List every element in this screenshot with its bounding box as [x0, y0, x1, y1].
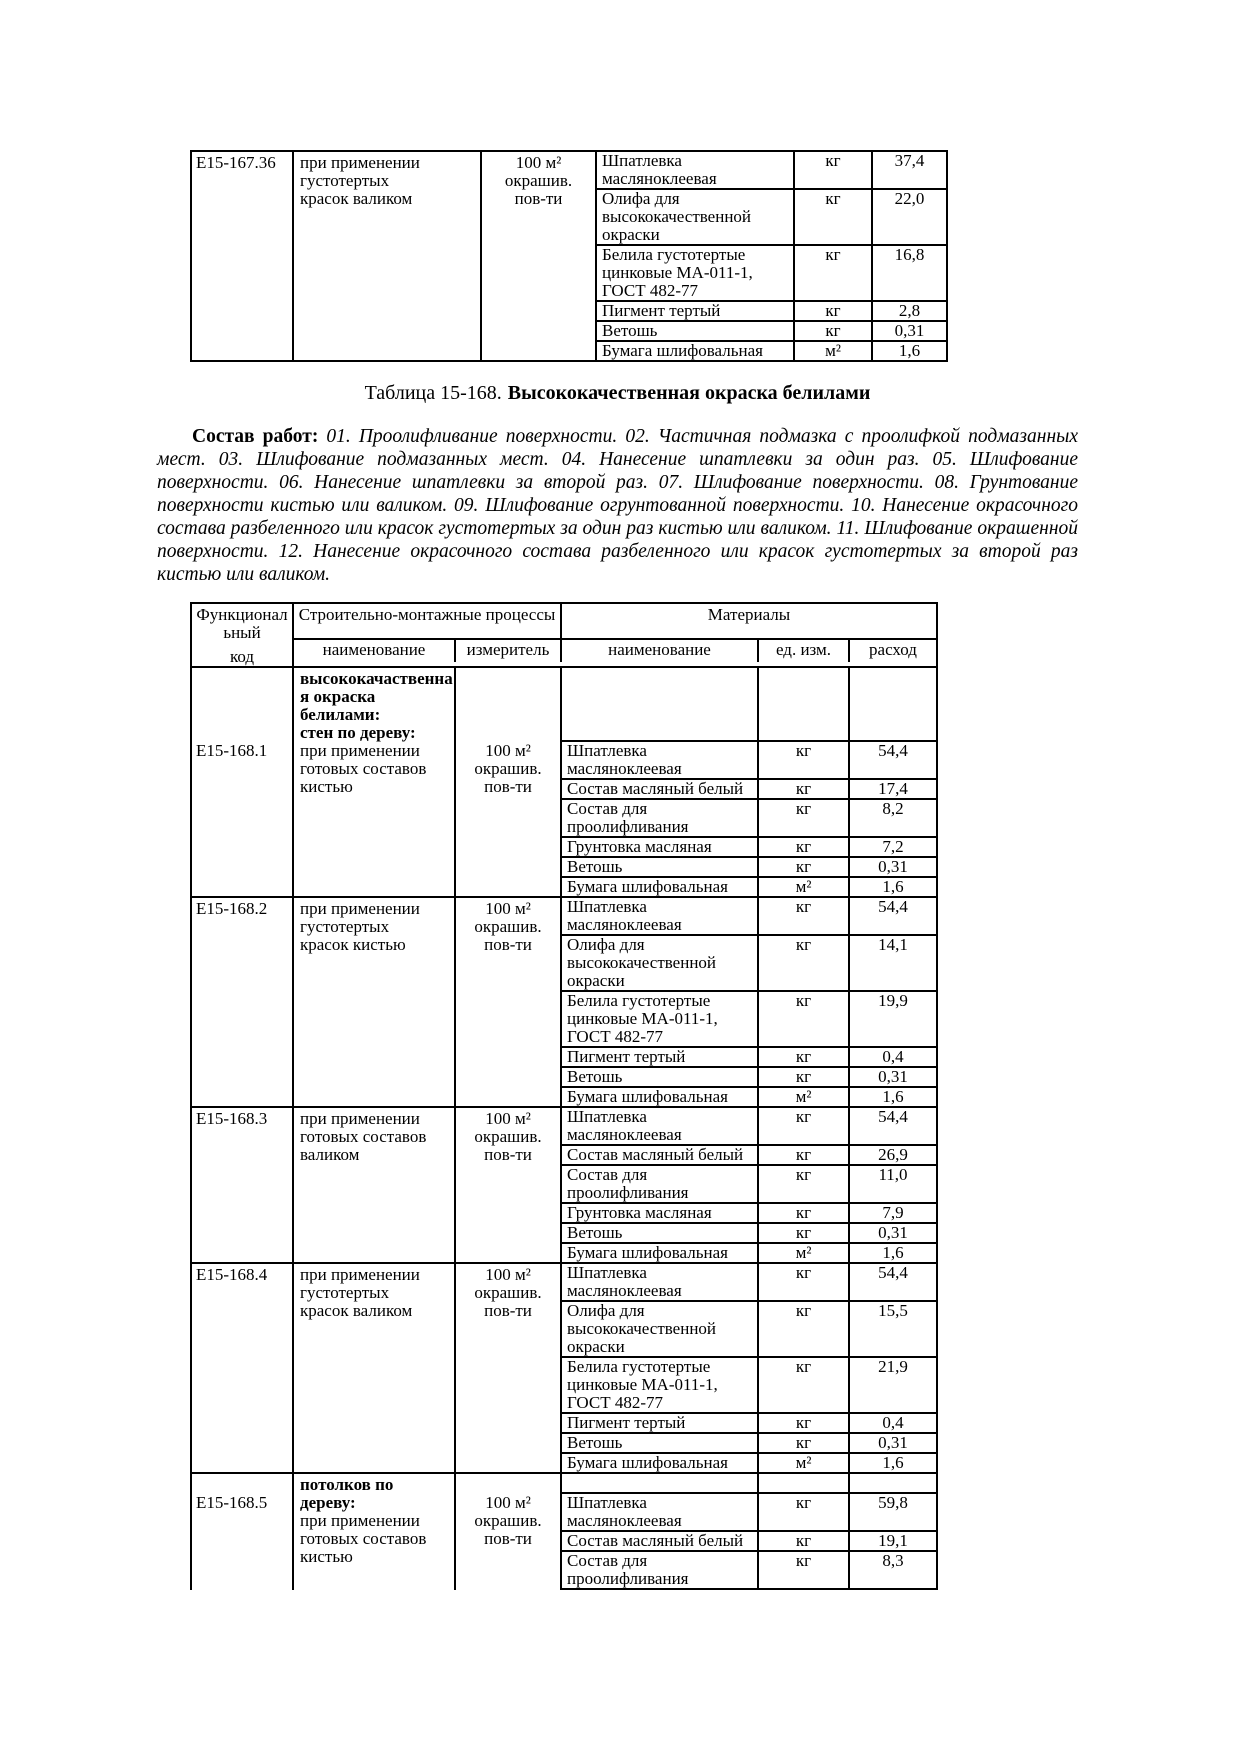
material-consumption-cell: 11,0	[878, 1165, 908, 1184]
material-consumption-cell: 54,4	[878, 897, 908, 916]
measurer-cell	[456, 1474, 562, 1590]
material-consumption-cell	[850, 1474, 936, 1492]
materials-block	[562, 1474, 936, 1590]
material-unit-cell: кг	[759, 1302, 850, 1356]
material-name-cell: Олифа для высококачественной окраски	[562, 936, 759, 990]
process-name-cell	[294, 898, 456, 1106]
material-name-cell: Пигмент тертый	[597, 302, 795, 320]
material-unit-cell: кг	[759, 1532, 850, 1550]
measurer-line: пов-ти	[484, 1529, 532, 1548]
material-unit-cell: кг	[759, 1108, 850, 1144]
measurer-line: 100 м²	[485, 1265, 531, 1284]
material-unit-cell: кг	[795, 246, 873, 300]
material-unit-cell: кг	[759, 1146, 850, 1164]
material-unit-cell: кг	[759, 1414, 850, 1432]
process-line: при применении	[300, 1511, 420, 1530]
process-line: при применении	[300, 899, 420, 918]
material-consumption-cell: 54,4	[878, 1263, 908, 1282]
table-15-167-fragment	[190, 150, 948, 362]
material-unit-cell: м²	[759, 1088, 850, 1106]
material-row	[562, 934, 936, 990]
process-line: валиком	[300, 1145, 360, 1164]
material-unit-cell: кг	[759, 1434, 850, 1452]
measurer-line: окрашив.	[504, 171, 573, 190]
table-15-168	[190, 602, 938, 1590]
func-code-cell: Е15-168.5	[192, 1474, 294, 1590]
measurer-line: пов-ти	[484, 777, 532, 796]
process-line: готовых составов	[300, 1127, 427, 1146]
material-consumption-cell: 7,9	[882, 1203, 904, 1222]
process-line: при применении	[300, 1109, 420, 1128]
material-row	[597, 152, 946, 188]
material-row	[562, 1264, 936, 1300]
material-name-cell: Шпатлевка масляноклеевая	[562, 1108, 759, 1144]
material-name-cell: Пигмент тертый	[562, 1414, 759, 1432]
material-row	[562, 1222, 936, 1242]
header-consumption-col: расход	[869, 640, 917, 659]
measurer-cell	[456, 668, 562, 896]
measurer-line: окрашив.	[474, 1127, 542, 1146]
material-consumption-cell: 26,9	[878, 1145, 908, 1164]
material-name-cell: Грунтовка масляная	[562, 838, 759, 856]
process-line: кистью	[300, 1547, 353, 1566]
material-row	[562, 1108, 936, 1144]
material-consumption-cell: 14,1	[878, 935, 908, 954]
material-name-cell: Белила густотертые цинковые МА-011-1, ГОСТ 482-77	[597, 246, 795, 300]
material-row	[562, 1164, 936, 1202]
material-unit-cell: кг	[759, 800, 850, 836]
process-name-cell	[294, 1474, 456, 1590]
material-unit-cell: кг	[759, 936, 850, 990]
material-name-cell: Грунтовка масляная	[562, 1204, 759, 1222]
material-row	[562, 1452, 936, 1472]
measurer-line: 100 м²	[485, 899, 531, 918]
material-unit-cell: кг	[759, 1358, 850, 1412]
material-row	[562, 990, 936, 1046]
header-materials-group: Материалы	[707, 605, 791, 624]
process-bold-line: стен по дереву:	[300, 723, 416, 742]
process-name-cell	[294, 668, 456, 896]
material-name-cell: Шпатлевка масляноклеевая	[562, 1494, 759, 1530]
material-unit-cell: кг	[795, 322, 873, 340]
material-consumption-cell: 21,9	[878, 1357, 908, 1376]
material-consumption-cell: 8,2	[882, 799, 904, 818]
measurer-line: 100 м²	[485, 1493, 531, 1512]
process-line: густотертых	[300, 1283, 390, 1302]
material-unit-cell: кг	[759, 1552, 850, 1588]
material-row	[562, 1432, 936, 1452]
material-unit-cell: кг	[759, 1224, 850, 1242]
material-name-cell	[562, 1474, 759, 1492]
norm-section-row	[192, 1262, 936, 1472]
measurer-line: окрашив.	[474, 917, 542, 936]
func-code-header-line: ьный	[223, 623, 261, 642]
material-unit-cell: кг	[759, 1166, 850, 1202]
materials-block	[562, 668, 936, 896]
material-consumption-cell: 0,31	[878, 1223, 908, 1242]
material-name-cell: Состав для проолифливания	[562, 800, 759, 836]
material-row	[597, 340, 946, 360]
material-row	[562, 1144, 936, 1164]
func-code-cell: Е15-168.1	[192, 668, 294, 896]
main-table-header	[192, 604, 936, 668]
func-code-cell: Е15-167.36	[192, 152, 294, 360]
material-consumption-cell: 0,31	[878, 1067, 908, 1086]
material-name-cell: Состав для проолифливания	[562, 1166, 759, 1202]
material-name-cell: Бумага шлифовальная	[597, 342, 795, 360]
material-row	[562, 740, 936, 778]
material-consumption-cell: 1,6	[882, 1453, 904, 1472]
material-unit-cell: кг	[759, 898, 850, 934]
material-consumption-cell: 54,4	[878, 741, 908, 760]
material-row	[562, 1412, 936, 1432]
material-consumption-cell: 16,8	[894, 245, 925, 264]
material-consumption-cell: 0,4	[882, 1413, 904, 1432]
process-line: красок кистью	[300, 935, 406, 954]
material-row	[597, 244, 946, 300]
header-unit-col: ед. изм.	[759, 640, 850, 662]
material-row	[562, 1046, 936, 1066]
material-row	[562, 1086, 936, 1106]
material-consumption-cell: 8,3	[882, 1551, 904, 1570]
norm-section-row	[192, 1106, 936, 1262]
measurer-cell	[456, 1264, 562, 1472]
material-row	[562, 836, 936, 856]
materials-block	[562, 898, 936, 1106]
page-content	[157, 0, 1078, 1590]
material-name-cell: Бумага шлифовальная	[562, 1088, 759, 1106]
process-bold-line: я окраска	[300, 687, 376, 706]
material-consumption-cell: 37,4	[894, 151, 925, 170]
material-consumption-cell: 7,2	[882, 837, 904, 856]
materials-block	[597, 152, 946, 360]
material-name-cell: Бумага шлифовальная	[562, 1244, 759, 1262]
process-line: красок валиком	[300, 1301, 413, 1320]
func-code-header-line: Функционал	[196, 605, 288, 624]
material-name-cell: Шпатлевка масляноклеевая	[562, 742, 759, 778]
func-code-cell: Е15-168.3	[192, 1108, 294, 1262]
material-name-cell: Ветошь	[562, 858, 759, 876]
material-name-cell	[562, 668, 759, 740]
header-process-name-col: наименование	[294, 640, 456, 662]
works-text: 01. Проолифливание поверхности. 02. Частичная подмазка с проолифкой подмазанных мест. 03. Шлифование подмазанных мест. 04. Нанесение шпатлевки за один раз. 05. Шлифование поверхности. 06. Нанесение шпатлевки за второй раз. 07. Шлифование поверхности. 08. Грунтование поверхности кистью или валиком. 09. Шлифование огрунтованной поверхности. 10. Нанесение окрасочного состава разбеленного или красок густотертых за один раз кистью или валиком. 11. Шлифование окрашенной поверхности. 12. Нанесение окрасочного состава разбеленного или красок густотертых за второй раз кистью или валиком.	[157, 426, 1078, 585]
measurer-cell	[482, 152, 597, 360]
works-composition-paragraph	[157, 425, 1078, 586]
measurer-cell	[456, 1108, 562, 1262]
measurer-line: пов-ти	[484, 1301, 532, 1320]
material-consumption-cell: 1,6	[882, 877, 904, 896]
header-right-block	[294, 604, 936, 666]
process-line: при применении	[300, 741, 420, 760]
process-line: кистью	[300, 777, 353, 796]
header-func-code-cell	[192, 604, 294, 666]
material-consumption-cell: 1,6	[882, 1087, 904, 1106]
material-consumption-cell: 1,6	[882, 1243, 904, 1262]
norm-section-row	[192, 152, 946, 360]
material-row	[562, 856, 936, 876]
header-group-row	[294, 604, 936, 640]
norm-section-row	[192, 896, 936, 1106]
material-row	[562, 1356, 936, 1412]
header-processes-group: Строительно-монтажные процессы	[294, 604, 562, 638]
material-row	[562, 1202, 936, 1222]
process-line: готовых составов	[300, 759, 427, 778]
material-row	[597, 188, 946, 244]
material-name-cell: Олифа для высококачественной окраски	[562, 1302, 759, 1356]
measurer-line: окрашив.	[474, 759, 542, 778]
material-row	[562, 778, 936, 798]
process-name-cell	[294, 152, 482, 360]
norm-section-row	[192, 668, 936, 896]
works-label: Состав работ:	[192, 426, 319, 447]
material-row	[562, 1242, 936, 1262]
measurer-line: пов-ти	[484, 935, 532, 954]
material-row	[562, 1066, 936, 1086]
material-name-cell: Состав масляный белый	[562, 1146, 759, 1164]
material-name-cell: Ветошь	[562, 1224, 759, 1242]
process-line: красок валиком	[300, 189, 413, 208]
material-unit-cell: кг	[759, 1264, 850, 1300]
material-unit-cell: кг	[759, 1204, 850, 1222]
material-unit-cell	[759, 1474, 850, 1492]
material-unit-cell: м²	[759, 1244, 850, 1262]
material-consumption-cell: 54,4	[878, 1107, 908, 1126]
material-consumption-cell: 0,31	[878, 857, 908, 876]
func-code-cell: Е15-168.2	[192, 898, 294, 1106]
material-name-cell: Состав масляный белый	[562, 1532, 759, 1550]
material-consumption-cell: 15,5	[878, 1301, 908, 1320]
material-row	[562, 1530, 936, 1550]
process-line: густотертых	[300, 171, 390, 190]
material-name-cell: Состав для проолифливания	[562, 1552, 759, 1588]
material-consumption-cell	[850, 668, 936, 740]
material-unit-cell: кг	[759, 1494, 850, 1530]
material-row	[597, 300, 946, 320]
material-row	[562, 1550, 936, 1588]
material-consumption-cell: 22,0	[894, 189, 925, 208]
process-bold-line: белилами:	[300, 705, 381, 724]
material-unit-cell: м²	[759, 878, 850, 896]
material-name-cell: Белила густотертые цинковые МА-011-1, ГОСТ 482-77	[562, 992, 759, 1046]
header-measurer-col: измеритель	[456, 640, 562, 662]
measurer-cell	[456, 898, 562, 1106]
func-code-header-line: код	[229, 647, 255, 666]
header-material-name-col: наименование	[562, 640, 759, 662]
process-bold-line: высококачаственна	[300, 669, 453, 688]
material-name-cell: Ветошь	[597, 322, 795, 340]
materials-block	[562, 1264, 936, 1472]
material-unit-cell	[759, 668, 850, 740]
material-unit-cell: кг	[795, 302, 873, 320]
material-unit-cell: кг	[759, 780, 850, 798]
material-unit-cell: кг	[759, 838, 850, 856]
func-code-cell: Е15-168.4	[192, 1264, 294, 1472]
process-name-cell	[294, 1108, 456, 1262]
measurer-line: 100 м²	[485, 1109, 531, 1128]
material-unit-cell: м²	[759, 1454, 850, 1472]
material-unit-cell: кг	[795, 152, 873, 188]
material-name-cell: Ветошь	[562, 1434, 759, 1452]
measurer-line: окрашив.	[474, 1511, 542, 1530]
material-unit-cell: кг	[759, 858, 850, 876]
material-unit-cell: кг	[759, 992, 850, 1046]
measurer-line: окрашив.	[474, 1283, 542, 1302]
process-line: при применении	[300, 153, 420, 172]
material-unit-cell: кг	[759, 1068, 850, 1086]
material-name-cell: Шпатлевка масляноклеевая	[597, 152, 795, 188]
caption-prefix: Таблица 15-168.	[364, 382, 502, 404]
material-consumption-cell: 0,31	[878, 1433, 908, 1452]
process-line: при применении	[300, 1265, 420, 1284]
material-name-cell: Пигмент тертый	[562, 1048, 759, 1066]
material-consumption-cell: 2,8	[898, 301, 921, 320]
material-row	[562, 898, 936, 934]
material-name-cell: Шпатлевка масляноклеевая	[562, 898, 759, 934]
norm-section-row	[192, 1472, 936, 1590]
materials-block	[562, 1108, 936, 1262]
material-row	[562, 798, 936, 836]
process-line: готовых составов	[300, 1529, 427, 1548]
material-name-cell: Олифа для высококачественной окраски	[597, 190, 795, 244]
material-consumption-cell: 1,6	[898, 341, 921, 360]
material-name-cell: Бумага шлифовальная	[562, 878, 759, 896]
header-columns-row	[294, 640, 936, 662]
material-name-cell: Ветошь	[562, 1068, 759, 1086]
material-row	[597, 320, 946, 340]
materials-spacer-row	[562, 668, 936, 740]
material-unit-cell: кг	[795, 190, 873, 244]
measurer-line: пов-ти	[484, 1145, 532, 1164]
measurer-line: пов-ти	[514, 189, 563, 208]
material-row	[562, 1492, 936, 1530]
material-unit-cell: кг	[759, 742, 850, 778]
table-caption	[157, 382, 1078, 405]
material-name-cell: Шпатлевка масляноклеевая	[562, 1264, 759, 1300]
material-name-cell: Состав масляный белый	[562, 780, 759, 798]
material-consumption-cell: 19,1	[878, 1531, 908, 1550]
measurer-line: 100 м²	[515, 153, 562, 172]
material-name-cell: Бумага шлифовальная	[562, 1454, 759, 1472]
material-consumption-cell: 0,31	[894, 321, 925, 340]
material-unit-cell: кг	[759, 1048, 850, 1066]
measurer-line: 100 м²	[485, 741, 531, 760]
material-row	[562, 1300, 936, 1356]
process-bold-line: потолков по дереву:	[300, 1475, 394, 1512]
material-row	[562, 876, 936, 896]
main-table-body	[192, 668, 936, 1590]
material-consumption-cell: 59,8	[878, 1493, 908, 1512]
material-consumption-cell: 19,9	[878, 991, 908, 1010]
caption-title: Высококачественная окраска белилами	[507, 382, 871, 404]
process-name-cell	[294, 1264, 456, 1472]
process-line: густотертых	[300, 917, 390, 936]
material-consumption-cell: 17,4	[878, 779, 908, 798]
material-consumption-cell: 0,4	[882, 1047, 904, 1066]
material-name-cell: Белила густотертые цинковые МА-011-1, ГОСТ 482-77	[562, 1358, 759, 1412]
material-unit-cell: м²	[795, 342, 873, 360]
materials-spacer-row	[562, 1474, 936, 1492]
